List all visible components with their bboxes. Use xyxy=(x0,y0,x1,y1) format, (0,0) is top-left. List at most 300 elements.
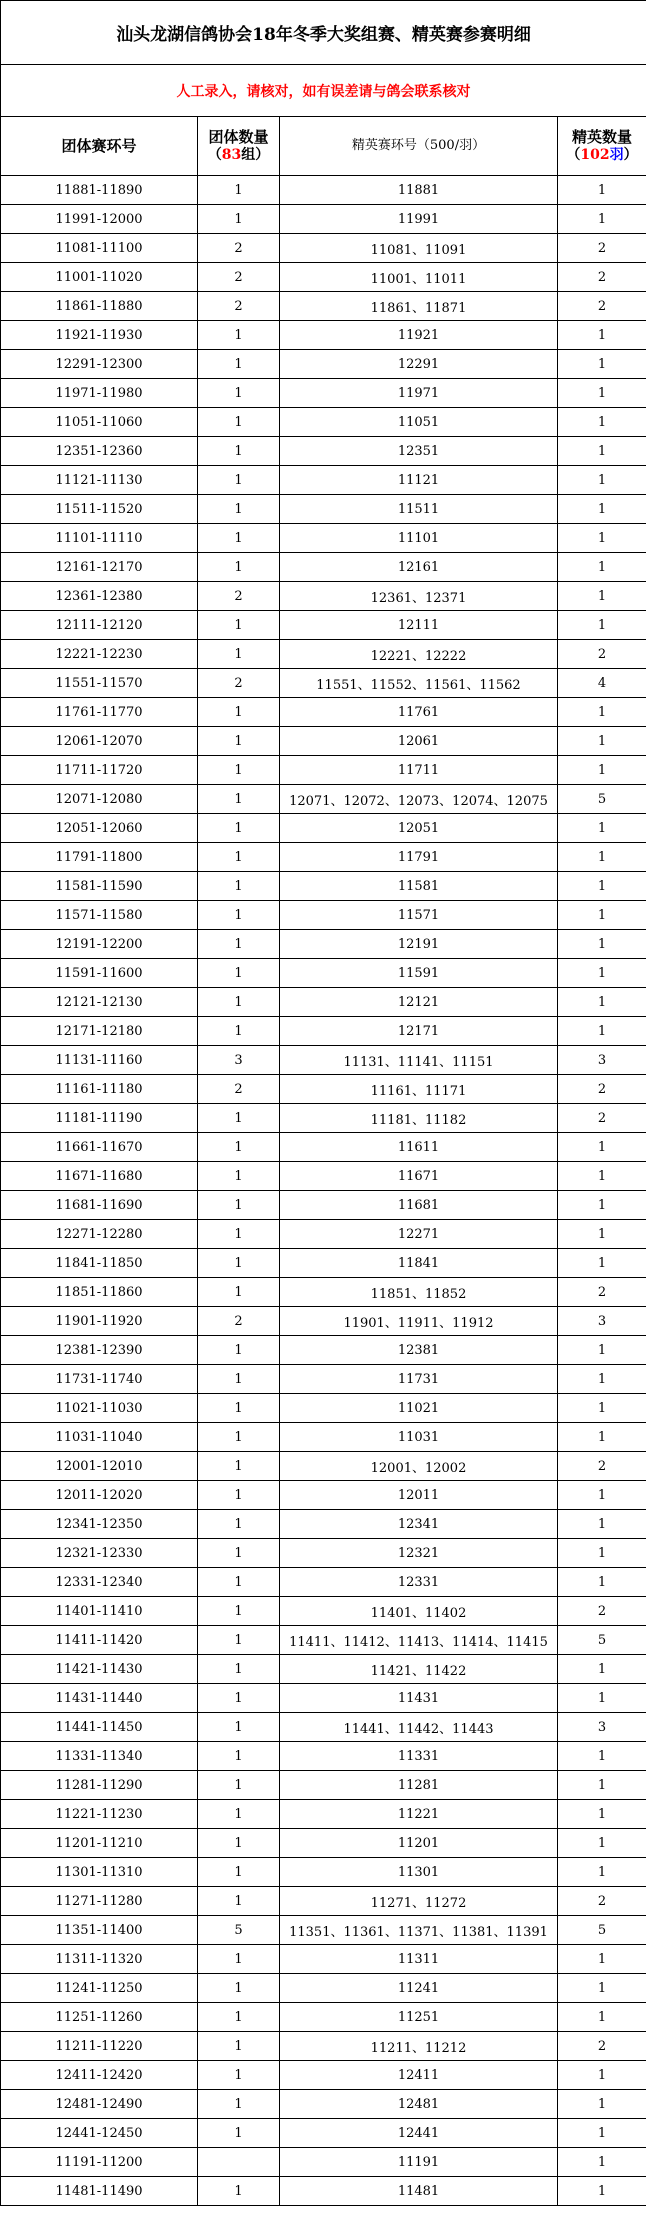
table-row xyxy=(1,582,646,611)
elite-ring-cell: 11481 xyxy=(280,2177,558,2206)
table-row xyxy=(1,1046,646,1075)
team-ring-cell: 12441-12450 xyxy=(1,2119,198,2148)
elite-ring-cell: 11081、11091 xyxy=(280,234,558,263)
elite-ring-cell: 12221、12222 xyxy=(280,640,558,669)
team-count-cell: 1 xyxy=(198,1452,280,1481)
table-row xyxy=(1,930,646,959)
elite-ring-cell: 12411 xyxy=(280,2061,558,2090)
elite-ring-cell: 11921 xyxy=(280,321,558,350)
team-count-cell: 1 xyxy=(198,2090,280,2119)
team-count-cell: 1 xyxy=(198,437,280,466)
elite-ring-cell: 12061 xyxy=(280,727,558,756)
team-ring-cell: 11301-11310 xyxy=(1,1858,198,1887)
elite-ring-cell: 11711 xyxy=(280,756,558,785)
team-ring-cell: 12061-12070 xyxy=(1,727,198,756)
table-row xyxy=(1,379,646,408)
team-ring-cell: 11421-11430 xyxy=(1,1655,198,1684)
elite-ring-cell: 11571 xyxy=(280,901,558,930)
elite-count-cell: 1 xyxy=(558,2119,646,2148)
team-count-cell: 2 xyxy=(198,1075,280,1104)
header-team-count-total: （83组） xyxy=(207,147,270,163)
table-row xyxy=(1,1075,646,1104)
team-ring-cell: 11581-11590 xyxy=(1,872,198,901)
team-ring-cell: 11191-11200 xyxy=(1,2148,198,2177)
elite-count-cell: 1 xyxy=(558,495,646,524)
team-count-cell: 1 xyxy=(198,901,280,930)
elite-ring-cell: 12271 xyxy=(280,1220,558,1249)
elite-ring-cell: 11881 xyxy=(280,176,558,205)
elite-ring-cell: 11221 xyxy=(280,1800,558,1829)
elite-count-cell: 1 xyxy=(558,408,646,437)
elite-ring-cell: 12001、12002 xyxy=(280,1452,558,1481)
team-ring-cell: 11251-11260 xyxy=(1,2003,198,2032)
team-ring-cell: 11131-11160 xyxy=(1,1046,198,1075)
table-row xyxy=(1,1423,646,1452)
elite-ring-cell: 11021 xyxy=(280,1394,558,1423)
elite-count-cell: 1 xyxy=(558,1249,646,1278)
team-ring-cell: 12291-12300 xyxy=(1,350,198,379)
team-ring-cell: 11791-11800 xyxy=(1,843,198,872)
team-count-cell: 1 xyxy=(198,2032,280,2061)
elite-ring-cell: 11301 xyxy=(280,1858,558,1887)
team-ring-cell: 11901-11920 xyxy=(1,1307,198,1336)
table-row xyxy=(1,1974,646,2003)
elite-ring-cell: 11511 xyxy=(280,495,558,524)
team-count-cell: 1 xyxy=(198,1191,280,1220)
elite-ring-cell: 11131、11141、11151 xyxy=(280,1046,558,1075)
elite-count-cell: 1 xyxy=(558,1017,646,1046)
team-ring-cell: 11761-11770 xyxy=(1,698,198,727)
elite-count-cell: 2 xyxy=(558,2032,646,2061)
team-ring-cell: 11441-11450 xyxy=(1,1713,198,1742)
elite-ring-cell: 12381 xyxy=(280,1336,558,1365)
elite-count-cell: 3 xyxy=(558,1046,646,1075)
table-row xyxy=(1,1220,646,1249)
elite-ring-cell: 11311 xyxy=(280,1945,558,1974)
header-team-count xyxy=(198,117,280,176)
team-ring-cell: 11001-11020 xyxy=(1,263,198,292)
team-ring-cell: 11671-11680 xyxy=(1,1162,198,1191)
team-ring-cell: 12221-12230 xyxy=(1,640,198,669)
elite-count-cell: 1 xyxy=(558,1394,646,1423)
elite-ring-cell: 11251 xyxy=(280,2003,558,2032)
table-row xyxy=(1,698,646,727)
header-elite-count-total: （102羽） xyxy=(566,147,638,163)
team-count-cell: 1 xyxy=(198,1162,280,1191)
table-row xyxy=(1,1742,646,1771)
elite-count-cell: 1 xyxy=(558,1655,646,1684)
elite-ring-cell: 11191 xyxy=(280,2148,558,2177)
team-count-cell: 2 xyxy=(198,292,280,321)
team-count-cell: 1 xyxy=(198,176,280,205)
team-ring-cell: 11411-11420 xyxy=(1,1626,198,1655)
elite-ring-cell: 11241 xyxy=(280,1974,558,2003)
elite-ring-cell: 11441、11442、11443 xyxy=(280,1713,558,1742)
table-row xyxy=(1,2090,646,2119)
header-row xyxy=(1,117,646,176)
elite-ring-cell: 12171 xyxy=(280,1017,558,1046)
elite-ring-cell: 11001、11011 xyxy=(280,263,558,292)
team-ring-cell: 11311-11320 xyxy=(1,1945,198,1974)
elite-count-cell: 2 xyxy=(558,263,646,292)
table-row xyxy=(1,872,646,901)
table-row xyxy=(1,1771,646,1800)
elite-count-cell: 1 xyxy=(558,1220,646,1249)
table-row xyxy=(1,727,646,756)
table-row xyxy=(1,553,646,582)
elite-ring-cell: 12321 xyxy=(280,1539,558,1568)
team-count-cell: 1 xyxy=(198,640,280,669)
table-row xyxy=(1,988,646,1017)
table-row xyxy=(1,843,646,872)
team-ring-cell: 12271-12280 xyxy=(1,1220,198,1249)
table-row xyxy=(1,756,646,785)
team-count-cell: 1 xyxy=(198,2119,280,2148)
table-row xyxy=(1,2177,646,2206)
elite-ring-cell: 12341 xyxy=(280,1510,558,1539)
team-count-cell: 1 xyxy=(198,872,280,901)
elite-count-cell: 1 xyxy=(558,321,646,350)
team-count-cell: 2 xyxy=(198,234,280,263)
elite-ring-cell: 11161、11171 xyxy=(280,1075,558,1104)
team-ring-cell: 11921-11930 xyxy=(1,321,198,350)
team-count-cell: 1 xyxy=(198,785,280,814)
elite-ring-cell: 12111 xyxy=(280,611,558,640)
team-ring-cell: 11711-11720 xyxy=(1,756,198,785)
elite-count-cell: 2 xyxy=(558,234,646,263)
team-count-cell: 1 xyxy=(198,1133,280,1162)
elite-ring-cell: 12441 xyxy=(280,2119,558,2148)
team-count-cell: 1 xyxy=(198,1887,280,1916)
table-row xyxy=(1,1684,646,1713)
elite-count-cell: 1 xyxy=(558,582,646,611)
team-ring-cell: 11101-11110 xyxy=(1,524,198,553)
team-ring-cell: 11281-11290 xyxy=(1,1771,198,1800)
team-ring-cell: 12351-12360 xyxy=(1,437,198,466)
elite-count-cell: 1 xyxy=(558,1945,646,1974)
table-row xyxy=(1,959,646,988)
table-row xyxy=(1,1394,646,1423)
team-count-cell: 1 xyxy=(198,321,280,350)
elite-count-cell: 2 xyxy=(558,1104,646,1133)
team-count-cell: 1 xyxy=(198,1829,280,1858)
team-count-cell: 1 xyxy=(198,1945,280,1974)
elite-count-cell: 1 xyxy=(558,1858,646,1887)
elite-count-cell: 5 xyxy=(558,1916,646,1945)
elite-count-cell: 1 xyxy=(558,1133,646,1162)
table-row xyxy=(1,321,646,350)
team-count-cell: 2 xyxy=(198,582,280,611)
elite-ring-cell: 11671 xyxy=(280,1162,558,1191)
elite-count-cell: 1 xyxy=(558,2003,646,2032)
elite-ring-cell: 11581 xyxy=(280,872,558,901)
table-row xyxy=(1,176,646,205)
elite-count-cell: 1 xyxy=(558,611,646,640)
team-count-cell: 1 xyxy=(198,1771,280,1800)
team-count-cell: 1 xyxy=(198,1597,280,1626)
elite-ring-cell: 11991 xyxy=(280,205,558,234)
team-ring-cell: 11051-11060 xyxy=(1,408,198,437)
elite-ring-cell: 12161 xyxy=(280,553,558,582)
elite-count-cell: 1 xyxy=(558,1568,646,1597)
elite-count-cell: 1 xyxy=(558,930,646,959)
team-ring-cell: 11971-11980 xyxy=(1,379,198,408)
team-ring-cell: 11181-11190 xyxy=(1,1104,198,1133)
team-ring-cell: 12341-12350 xyxy=(1,1510,198,1539)
elite-count-cell: 1 xyxy=(558,379,646,408)
team-count-cell: 1 xyxy=(198,1017,280,1046)
elite-count-cell: 1 xyxy=(558,553,646,582)
elite-ring-cell: 11841 xyxy=(280,1249,558,1278)
team-ring-cell: 11431-11440 xyxy=(1,1684,198,1713)
team-ring-cell: 11731-11740 xyxy=(1,1365,198,1394)
team-count-cell: 1 xyxy=(198,1481,280,1510)
team-ring-cell: 11351-11400 xyxy=(1,1916,198,1945)
team-ring-cell: 12001-12010 xyxy=(1,1452,198,1481)
elite-count-cell: 5 xyxy=(558,785,646,814)
team-ring-cell: 11161-11180 xyxy=(1,1075,198,1104)
elite-count-cell: 1 xyxy=(558,756,646,785)
team-ring-cell: 12161-12170 xyxy=(1,553,198,582)
table-row xyxy=(1,1916,646,1945)
table-row xyxy=(1,1365,646,1394)
team-ring-cell: 11571-11580 xyxy=(1,901,198,930)
header-elite-count-label: 精英数量 xyxy=(572,128,633,146)
team-count-cell: 1 xyxy=(198,1220,280,1249)
team-ring-cell: 11481-11490 xyxy=(1,2177,198,2206)
elite-ring-cell: 12191 xyxy=(280,930,558,959)
elite-count-cell: 1 xyxy=(558,466,646,495)
elite-ring-cell: 12011 xyxy=(280,1481,558,1510)
table-row xyxy=(1,669,646,698)
team-ring-cell: 11021-11030 xyxy=(1,1394,198,1423)
team-count-cell: 1 xyxy=(198,843,280,872)
team-count-cell: 1 xyxy=(198,1713,280,1742)
team-ring-cell: 11851-11860 xyxy=(1,1278,198,1307)
table-row xyxy=(1,1597,646,1626)
elite-count-cell: 2 xyxy=(558,292,646,321)
team-ring-cell: 12381-12390 xyxy=(1,1336,198,1365)
table-row xyxy=(1,1945,646,1974)
team-count-cell: 1 xyxy=(198,2177,280,2206)
elite-count-cell: 4 xyxy=(558,669,646,698)
team-count-cell: 1 xyxy=(198,1394,280,1423)
team-count-cell: 1 xyxy=(198,1365,280,1394)
elite-count-cell: 1 xyxy=(558,901,646,930)
elite-count-cell: 1 xyxy=(558,1684,646,1713)
elite-ring-cell: 11351、11361、11371、11381、11391 xyxy=(280,1916,558,1945)
elite-count-cell: 1 xyxy=(558,1510,646,1539)
table-row xyxy=(1,814,646,843)
table-row xyxy=(1,2148,646,2177)
table-row xyxy=(1,1452,646,1481)
table-row xyxy=(1,1017,646,1046)
elite-ring-cell: 12071、12072、12073、12074、12075 xyxy=(280,785,558,814)
elite-count-cell: 1 xyxy=(558,814,646,843)
team-count-cell: 2 xyxy=(198,263,280,292)
elite-count-cell: 1 xyxy=(558,2090,646,2119)
team-count-cell: 1 xyxy=(198,553,280,582)
team-total-number: 83 xyxy=(221,147,242,163)
title-row xyxy=(1,1,646,65)
team-ring-cell: 11401-11410 xyxy=(1,1597,198,1626)
team-ring-cell: 11271-11280 xyxy=(1,1887,198,1916)
team-count-cell: 1 xyxy=(198,379,280,408)
elite-count-cell: 1 xyxy=(558,1539,646,1568)
elite-ring-cell: 11201 xyxy=(280,1829,558,1858)
team-ring-cell: 12361-12380 xyxy=(1,582,198,611)
table-row xyxy=(1,1887,646,1916)
table-row xyxy=(1,292,646,321)
table-row xyxy=(1,785,646,814)
team-ring-cell: 12331-12340 xyxy=(1,1568,198,1597)
elite-count-cell: 1 xyxy=(558,2148,646,2177)
team-count-cell: 1 xyxy=(198,1104,280,1133)
elite-count-cell: 1 xyxy=(558,988,646,1017)
team-count-cell: 1 xyxy=(198,524,280,553)
table-row xyxy=(1,1829,646,1858)
elite-ring-cell: 11971 xyxy=(280,379,558,408)
elite-ring-cell: 11591 xyxy=(280,959,558,988)
elite-count-cell: 1 xyxy=(558,843,646,872)
team-count-cell: 1 xyxy=(198,1858,280,1887)
table-row xyxy=(1,1568,646,1597)
table-row xyxy=(1,2061,646,2090)
elite-ring-cell: 11031 xyxy=(280,1423,558,1452)
elite-ring-cell: 12331 xyxy=(280,1568,558,1597)
team-ring-cell: 11201-11210 xyxy=(1,1829,198,1858)
elite-count-cell: 1 xyxy=(558,524,646,553)
table-row xyxy=(1,2032,646,2061)
team-count-cell: 1 xyxy=(198,1626,280,1655)
elite-count-cell: 1 xyxy=(558,1336,646,1365)
elite-ring-cell: 11431 xyxy=(280,1684,558,1713)
header-elite-count xyxy=(558,117,646,176)
elite-count-cell: 1 xyxy=(558,727,646,756)
team-count-cell: 3 xyxy=(198,1046,280,1075)
team-count-cell: 1 xyxy=(198,1655,280,1684)
elite-count-cell: 2 xyxy=(558,1887,646,1916)
team-ring-cell: 12121-12130 xyxy=(1,988,198,1017)
table-row xyxy=(1,495,646,524)
team-count-cell: 1 xyxy=(198,1336,280,1365)
table-row xyxy=(1,1713,646,1742)
elite-count-cell: 1 xyxy=(558,1829,646,1858)
team-ring-cell: 11841-11850 xyxy=(1,1249,198,1278)
elite-ring-cell: 12351 xyxy=(280,437,558,466)
table-row xyxy=(1,234,646,263)
team-count-cell: 1 xyxy=(198,1568,280,1597)
team-ring-cell: 11881-11890 xyxy=(1,176,198,205)
team-count-cell: 1 xyxy=(198,727,280,756)
team-count-cell: 5 xyxy=(198,1916,280,1945)
sheet-title: 汕头龙湖信鸽协会18年冬季大奖组赛、精英赛参赛明细 xyxy=(1,1,646,65)
team-count-cell: 1 xyxy=(198,205,280,234)
elite-ring-cell: 11611 xyxy=(280,1133,558,1162)
elite-count-cell: 3 xyxy=(558,1713,646,1742)
elite-ring-cell: 11121 xyxy=(280,466,558,495)
team-ring-cell: 12171-12180 xyxy=(1,1017,198,1046)
team-count-cell: 1 xyxy=(198,1539,280,1568)
table-row xyxy=(1,1104,646,1133)
team-count-cell: 1 xyxy=(198,814,280,843)
team-ring-cell: 12051-12060 xyxy=(1,814,198,843)
elite-count-cell: 2 xyxy=(558,1452,646,1481)
table-row xyxy=(1,1655,646,1684)
elite-ring-cell: 12481 xyxy=(280,2090,558,2119)
team-count-cell: 1 xyxy=(198,2061,280,2090)
elite-ring-cell: 11731 xyxy=(280,1365,558,1394)
team-count-cell: 1 xyxy=(198,1742,280,1771)
elite-ring-cell: 11401、11402 xyxy=(280,1597,558,1626)
elite-ring-cell: 11101 xyxy=(280,524,558,553)
elite-count-cell: 1 xyxy=(558,176,646,205)
table-row xyxy=(1,408,646,437)
table-row xyxy=(1,1162,646,1191)
team-ring-cell: 12191-12200 xyxy=(1,930,198,959)
elite-count-cell: 2 xyxy=(558,640,646,669)
elite-count-cell: 3 xyxy=(558,1307,646,1336)
elite-count-cell: 2 xyxy=(558,1075,646,1104)
table-row xyxy=(1,1539,646,1568)
elite-count-cell: 1 xyxy=(558,1974,646,2003)
elite-count-cell: 2 xyxy=(558,1278,646,1307)
team-ring-cell: 11681-11690 xyxy=(1,1191,198,1220)
team-count-cell: 1 xyxy=(198,350,280,379)
table-row xyxy=(1,1249,646,1278)
elite-ring-cell: 11861、11871 xyxy=(280,292,558,321)
team-count-cell: 2 xyxy=(198,669,280,698)
team-ring-cell: 11991-12000 xyxy=(1,205,198,234)
team-ring-cell: 11551-11570 xyxy=(1,669,198,698)
team-count-cell: 1 xyxy=(198,988,280,1017)
team-count-cell: 1 xyxy=(198,2003,280,2032)
team-ring-cell: 11331-11340 xyxy=(1,1742,198,1771)
team-count-cell: 1 xyxy=(198,1974,280,2003)
elite-ring-cell: 11331 xyxy=(280,1742,558,1771)
team-ring-cell: 12111-12120 xyxy=(1,611,198,640)
elite-ring-cell: 11761 xyxy=(280,698,558,727)
team-count-cell: 1 xyxy=(198,698,280,727)
elite-count-cell: 5 xyxy=(558,1626,646,1655)
table-row xyxy=(1,437,646,466)
elite-count-cell: 1 xyxy=(558,350,646,379)
table-row xyxy=(1,524,646,553)
team-count-cell: 1 xyxy=(198,1423,280,1452)
elite-ring-cell: 11901、11911、11912 xyxy=(280,1307,558,1336)
elite-ring-cell: 11851、11852 xyxy=(280,1278,558,1307)
team-ring-cell: 11221-11230 xyxy=(1,1800,198,1829)
team-ring-cell: 11661-11670 xyxy=(1,1133,198,1162)
elite-count-cell: 1 xyxy=(558,1191,646,1220)
table-row xyxy=(1,901,646,930)
team-ring-cell: 11861-11880 xyxy=(1,292,198,321)
team-count-cell: 2 xyxy=(198,1307,280,1336)
table-row xyxy=(1,2119,646,2148)
elite-count-cell: 1 xyxy=(558,872,646,901)
elite-count-cell: 1 xyxy=(558,1423,646,1452)
elite-count-cell: 1 xyxy=(558,1162,646,1191)
table-row xyxy=(1,611,646,640)
team-ring-cell: 11591-11600 xyxy=(1,959,198,988)
elite-ring-cell: 11421、11422 xyxy=(280,1655,558,1684)
table-row xyxy=(1,1481,646,1510)
team-ring-cell: 12411-12420 xyxy=(1,2061,198,2090)
team-ring-cell: 12071-12080 xyxy=(1,785,198,814)
elite-ring-cell: 11681 xyxy=(280,1191,558,1220)
team-ring-cell: 11211-11220 xyxy=(1,2032,198,2061)
table-row xyxy=(1,1278,646,1307)
